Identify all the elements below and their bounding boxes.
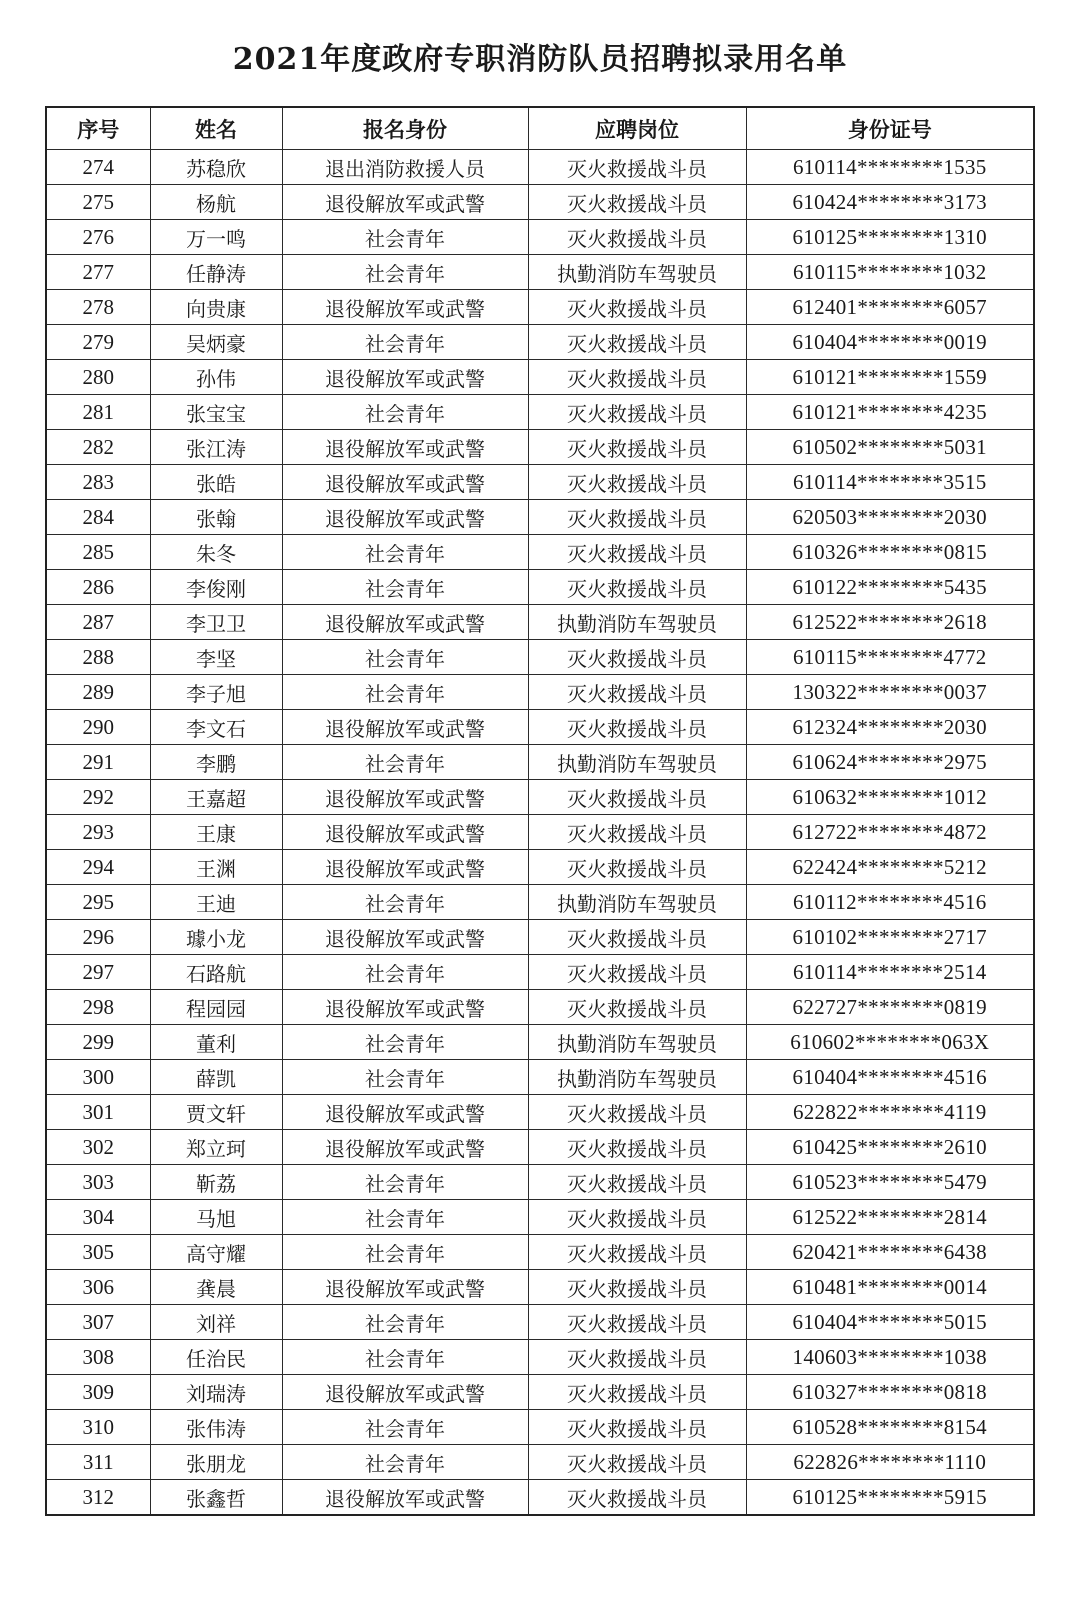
applicant-identity-cell: 退役解放军或武警 — [282, 1270, 528, 1305]
name-cell: 王康 — [150, 815, 282, 850]
applicant-identity-cell: 社会青年 — [282, 1165, 528, 1200]
applicant-identity-cell: 社会青年 — [282, 395, 528, 430]
table-row — [46, 815, 1034, 850]
table-row — [46, 675, 1034, 710]
id-number-cell: 612522********2814 — [746, 1200, 1034, 1235]
name-cell: 董利 — [150, 1025, 282, 1060]
applicant-identity-cell: 退役解放军或武警 — [282, 605, 528, 640]
position-cell: 灭火救援战斗员 — [528, 1235, 746, 1270]
table-row — [46, 1305, 1034, 1340]
serial-number-cell: 293 — [46, 815, 150, 850]
position-cell: 灭火救援战斗员 — [528, 430, 746, 465]
name-cell: 张翰 — [150, 500, 282, 535]
applicant-identity-cell: 退役解放军或武警 — [282, 920, 528, 955]
name-cell: 任静涛 — [150, 255, 282, 290]
position-cell: 灭火救援战斗员 — [528, 220, 746, 255]
serial-number-cell: 278 — [46, 290, 150, 325]
id-number-cell: 612401********6057 — [746, 290, 1034, 325]
position-cell: 灭火救援战斗员 — [528, 290, 746, 325]
name-cell: 刘瑞涛 — [150, 1375, 282, 1410]
id-number-cell: 610502********5031 — [746, 430, 1034, 465]
name-cell: 马旭 — [150, 1200, 282, 1235]
table-row — [46, 955, 1034, 990]
serial-number-cell: 291 — [46, 745, 150, 780]
id-number-cell: 610122********5435 — [746, 570, 1034, 605]
serial-number-cell: 276 — [46, 220, 150, 255]
serial-number-cell: 309 — [46, 1375, 150, 1410]
applicant-identity-cell: 社会青年 — [282, 570, 528, 605]
position-cell: 灭火救援战斗员 — [528, 815, 746, 850]
serial-number-cell: 298 — [46, 990, 150, 1025]
name-cell: 贾文轩 — [150, 1095, 282, 1130]
serial-number-cell: 288 — [46, 640, 150, 675]
document-title: 2021年度政府专职消防队员招聘拟录用名单 — [232, 42, 848, 77]
name-cell: 郑立珂 — [150, 1130, 282, 1165]
table-row — [46, 325, 1034, 360]
id-number-cell: 622826********1110 — [746, 1445, 1034, 1480]
id-number-cell: 610125********5915 — [746, 1480, 1034, 1516]
position-cell: 灭火救援战斗员 — [528, 535, 746, 570]
table-row — [46, 1165, 1034, 1200]
id-number-cell: 620503********2030 — [746, 500, 1034, 535]
serial-number-cell: 292 — [46, 780, 150, 815]
id-number-cell: 612324********2030 — [746, 710, 1034, 745]
position-cell: 灭火救援战斗员 — [528, 1270, 746, 1305]
applicant-identity-cell: 退役解放军或武警 — [282, 1480, 528, 1516]
table-row — [46, 430, 1034, 465]
position-cell: 灭火救援战斗员 — [528, 395, 746, 430]
applicant-identity-cell: 社会青年 — [282, 220, 528, 255]
id-number-cell: 622822********4119 — [746, 1095, 1034, 1130]
table-row — [46, 990, 1034, 1025]
serial-number-cell: 304 — [46, 1200, 150, 1235]
id-number-cell: 610114********1535 — [746, 150, 1034, 185]
position-cell: 灭火救援战斗员 — [528, 710, 746, 745]
serial-number-cell: 297 — [46, 955, 150, 990]
applicant-identity-cell: 社会青年 — [282, 255, 528, 290]
serial-number-cell: 284 — [46, 500, 150, 535]
table-row — [46, 1410, 1034, 1445]
serial-number-cell: 286 — [46, 570, 150, 605]
applicant-identity-cell: 社会青年 — [282, 675, 528, 710]
name-cell: 高守耀 — [150, 1235, 282, 1270]
applicant-identity-cell: 退役解放军或武警 — [282, 780, 528, 815]
applicant-identity-cell: 社会青年 — [282, 1060, 528, 1095]
serial-number-cell: 312 — [46, 1480, 150, 1516]
applicant-identity-cell: 社会青年 — [282, 1305, 528, 1340]
name-cell: 王渊 — [150, 850, 282, 885]
table-row — [46, 290, 1034, 325]
table-row — [46, 780, 1034, 815]
serial-number-cell: 283 — [46, 465, 150, 500]
position-cell: 灭火救援战斗员 — [528, 1480, 746, 1516]
id-number-cell: 612522********2618 — [746, 605, 1034, 640]
table-row — [46, 1480, 1034, 1516]
position-cell: 灭火救援战斗员 — [528, 1095, 746, 1130]
position-cell: 灭火救援战斗员 — [528, 990, 746, 1025]
applicant-identity-cell: 社会青年 — [282, 1025, 528, 1060]
serial-number-cell: 289 — [46, 675, 150, 710]
position-cell: 灭火救援战斗员 — [528, 780, 746, 815]
name-cell: 任治民 — [150, 1340, 282, 1375]
table-body — [46, 150, 1034, 1516]
applicant-identity-cell: 社会青年 — [282, 885, 528, 920]
id-number-cell: 610424********3173 — [746, 185, 1034, 220]
name-cell: 孙伟 — [150, 360, 282, 395]
applicant-identity-cell: 社会青年 — [282, 1200, 528, 1235]
position-cell: 灭火救援战斗员 — [528, 1340, 746, 1375]
name-cell: 程园园 — [150, 990, 282, 1025]
id-number-cell: 610114********2514 — [746, 955, 1034, 990]
table-row — [46, 1060, 1034, 1095]
id-number-cell: 610121********1559 — [746, 360, 1034, 395]
table-row — [46, 1270, 1034, 1305]
header-position: 应聘岗位 — [528, 107, 746, 150]
name-cell: 李俊刚 — [150, 570, 282, 605]
applicant-identity-cell: 退役解放军或武警 — [282, 290, 528, 325]
name-cell: 李坚 — [150, 640, 282, 675]
position-cell: 执勤消防车驾驶员 — [528, 1060, 746, 1095]
name-cell: 张朋龙 — [150, 1445, 282, 1480]
id-number-cell: 610404********0019 — [746, 325, 1034, 360]
table-row — [46, 185, 1034, 220]
id-number-cell: 622727********0819 — [746, 990, 1034, 1025]
table-row — [46, 710, 1034, 745]
table-header-row — [46, 107, 1034, 150]
position-cell: 执勤消防车驾驶员 — [528, 885, 746, 920]
serial-number-cell: 301 — [46, 1095, 150, 1130]
header-applicant-identity: 报名身份 — [282, 107, 528, 150]
name-cell: 张伟涛 — [150, 1410, 282, 1445]
position-cell: 灭火救援战斗员 — [528, 500, 746, 535]
serial-number-cell: 295 — [46, 885, 150, 920]
applicant-identity-cell: 退役解放军或武警 — [282, 815, 528, 850]
id-number-cell: 610528********8154 — [746, 1410, 1034, 1445]
header-serial-number: 序号 — [46, 107, 150, 150]
applicant-identity-cell: 社会青年 — [282, 745, 528, 780]
serial-number-cell: 296 — [46, 920, 150, 955]
position-cell: 执勤消防车驾驶员 — [528, 255, 746, 290]
table-row — [46, 605, 1034, 640]
position-cell: 灭火救援战斗员 — [528, 955, 746, 990]
name-cell: 李文石 — [150, 710, 282, 745]
table-row — [46, 1095, 1034, 1130]
applicant-identity-cell: 社会青年 — [282, 955, 528, 990]
table-row — [46, 885, 1034, 920]
applicant-identity-cell: 社会青年 — [282, 1235, 528, 1270]
position-cell: 执勤消防车驾驶员 — [528, 605, 746, 640]
id-number-cell: 610121********4235 — [746, 395, 1034, 430]
id-number-cell: 610404********5015 — [746, 1305, 1034, 1340]
table-row — [46, 1025, 1034, 1060]
name-cell: 张鑫哲 — [150, 1480, 282, 1516]
position-cell: 执勤消防车驾驶员 — [528, 745, 746, 780]
table-row — [46, 1375, 1034, 1410]
position-cell: 灭火救援战斗员 — [528, 150, 746, 185]
id-number-cell: 610327********0818 — [746, 1375, 1034, 1410]
serial-number-cell: 282 — [46, 430, 150, 465]
id-number-cell: 610602********063X — [746, 1025, 1034, 1060]
name-cell: 李鹏 — [150, 745, 282, 780]
serial-number-cell: 300 — [46, 1060, 150, 1095]
serial-number-cell: 303 — [46, 1165, 150, 1200]
applicant-identity-cell: 退役解放军或武警 — [282, 850, 528, 885]
id-number-cell: 622424********5212 — [746, 850, 1034, 885]
serial-number-cell: 294 — [46, 850, 150, 885]
applicant-identity-cell: 退役解放军或武警 — [282, 430, 528, 465]
name-cell: 杨航 — [150, 185, 282, 220]
id-number-cell: 610115********1032 — [746, 255, 1034, 290]
position-cell: 执勤消防车驾驶员 — [528, 1025, 746, 1060]
name-cell: 龚晨 — [150, 1270, 282, 1305]
serial-number-cell: 308 — [46, 1340, 150, 1375]
applicant-identity-cell: 退役解放军或武警 — [282, 465, 528, 500]
table-row — [46, 850, 1034, 885]
table-row — [46, 465, 1034, 500]
table-row — [46, 1445, 1034, 1480]
name-cell: 李子旭 — [150, 675, 282, 710]
name-cell: 璩小龙 — [150, 920, 282, 955]
id-number-cell: 140603********1038 — [746, 1340, 1034, 1375]
id-number-cell: 610125********1310 — [746, 220, 1034, 255]
name-cell: 张江涛 — [150, 430, 282, 465]
position-cell: 灭火救援战斗员 — [528, 325, 746, 360]
applicant-identity-cell: 社会青年 — [282, 640, 528, 675]
name-cell: 薛凯 — [150, 1060, 282, 1095]
applicant-identity-cell: 退役解放军或武警 — [282, 710, 528, 745]
serial-number-cell: 306 — [46, 1270, 150, 1305]
serial-number-cell: 281 — [46, 395, 150, 430]
position-cell: 灭火救援战斗员 — [528, 1200, 746, 1235]
serial-number-cell: 280 — [46, 360, 150, 395]
id-number-cell: 620421********6438 — [746, 1235, 1034, 1270]
position-cell: 灭火救援战斗员 — [528, 640, 746, 675]
position-cell: 灭火救援战斗员 — [528, 1305, 746, 1340]
id-number-cell: 610404********4516 — [746, 1060, 1034, 1095]
serial-number-cell: 311 — [46, 1445, 150, 1480]
serial-number-cell: 285 — [46, 535, 150, 570]
id-number-cell: 610114********3515 — [746, 465, 1034, 500]
position-cell: 灭火救援战斗员 — [528, 465, 746, 500]
position-cell: 灭火救援战斗员 — [528, 185, 746, 220]
applicant-identity-cell: 社会青年 — [282, 1410, 528, 1445]
position-cell: 灭火救援战斗员 — [528, 675, 746, 710]
table-row — [46, 1340, 1034, 1375]
table-row — [46, 360, 1034, 395]
applicant-identity-cell: 退役解放军或武警 — [282, 500, 528, 535]
applicant-identity-cell: 退役解放军或武警 — [282, 1095, 528, 1130]
applicant-identity-cell: 社会青年 — [282, 325, 528, 360]
table-row — [46, 1130, 1034, 1165]
table-row — [46, 255, 1034, 290]
table-row — [46, 1200, 1034, 1235]
name-cell: 向贵康 — [150, 290, 282, 325]
id-number-cell: 610326********0815 — [746, 535, 1034, 570]
serial-number-cell: 305 — [46, 1235, 150, 1270]
name-cell: 李卫卫 — [150, 605, 282, 640]
position-cell: 灭火救援战斗员 — [528, 1375, 746, 1410]
position-cell: 灭火救援战斗员 — [528, 1445, 746, 1480]
serial-number-cell: 279 — [46, 325, 150, 360]
serial-number-cell: 277 — [46, 255, 150, 290]
id-number-cell: 610523********5479 — [746, 1165, 1034, 1200]
name-cell: 张宝宝 — [150, 395, 282, 430]
position-cell: 灭火救援战斗员 — [528, 920, 746, 955]
applicant-identity-cell: 社会青年 — [282, 1445, 528, 1480]
id-number-cell: 610115********4772 — [746, 640, 1034, 675]
serial-number-cell: 290 — [46, 710, 150, 745]
serial-number-cell: 287 — [46, 605, 150, 640]
id-number-cell: 610632********1012 — [746, 780, 1034, 815]
table-row — [46, 220, 1034, 255]
serial-number-cell: 302 — [46, 1130, 150, 1165]
applicant-identity-cell: 退役解放军或武警 — [282, 1375, 528, 1410]
table-row — [46, 395, 1034, 430]
position-cell: 灭火救援战斗员 — [528, 570, 746, 605]
header-id-number: 身份证号 — [746, 107, 1034, 150]
table-row — [46, 570, 1034, 605]
applicant-identity-cell: 社会青年 — [282, 535, 528, 570]
serial-number-cell: 307 — [46, 1305, 150, 1340]
table-row — [46, 1235, 1034, 1270]
name-cell: 刘祥 — [150, 1305, 282, 1340]
applicant-identity-cell: 退役解放军或武警 — [282, 185, 528, 220]
recruitment-table — [45, 106, 1035, 1516]
table-row — [46, 745, 1034, 780]
table-row — [46, 920, 1034, 955]
name-cell: 王迪 — [150, 885, 282, 920]
serial-number-cell: 274 — [46, 150, 150, 185]
table-row — [46, 640, 1034, 675]
name-cell: 张皓 — [150, 465, 282, 500]
applicant-identity-cell: 社会青年 — [282, 1340, 528, 1375]
name-cell: 万一鸣 — [150, 220, 282, 255]
id-number-cell: 612722********4872 — [746, 815, 1034, 850]
name-cell: 吴炳豪 — [150, 325, 282, 360]
serial-number-cell: 275 — [46, 185, 150, 220]
position-cell: 灭火救援战斗员 — [528, 850, 746, 885]
name-cell: 靳荔 — [150, 1165, 282, 1200]
name-cell: 苏稳欣 — [150, 150, 282, 185]
name-cell: 朱冬 — [150, 535, 282, 570]
position-cell: 灭火救援战斗员 — [528, 360, 746, 395]
applicant-identity-cell: 退役解放军或武警 — [282, 990, 528, 1025]
id-number-cell: 610102********2717 — [746, 920, 1034, 955]
table-row — [46, 150, 1034, 185]
applicant-identity-cell: 退役解放军或武警 — [282, 360, 528, 395]
position-cell: 灭火救援战斗员 — [528, 1410, 746, 1445]
table-row — [46, 535, 1034, 570]
name-cell: 王嘉超 — [150, 780, 282, 815]
id-number-cell: 610624********2975 — [746, 745, 1034, 780]
applicant-identity-cell: 退役解放军或武警 — [282, 1130, 528, 1165]
id-number-cell: 610425********2610 — [746, 1130, 1034, 1165]
id-number-cell: 130322********0037 — [746, 675, 1034, 710]
header-name: 姓名 — [150, 107, 282, 150]
position-cell: 灭火救援战斗员 — [528, 1130, 746, 1165]
position-cell: 灭火救援战斗员 — [528, 1165, 746, 1200]
serial-number-cell: 310 — [46, 1410, 150, 1445]
serial-number-cell: 299 — [46, 1025, 150, 1060]
name-cell: 石路航 — [150, 955, 282, 990]
id-number-cell: 610481********0014 — [746, 1270, 1034, 1305]
table-row — [46, 500, 1034, 535]
id-number-cell: 610112********4516 — [746, 885, 1034, 920]
applicant-identity-cell: 退出消防救援人员 — [282, 150, 528, 185]
